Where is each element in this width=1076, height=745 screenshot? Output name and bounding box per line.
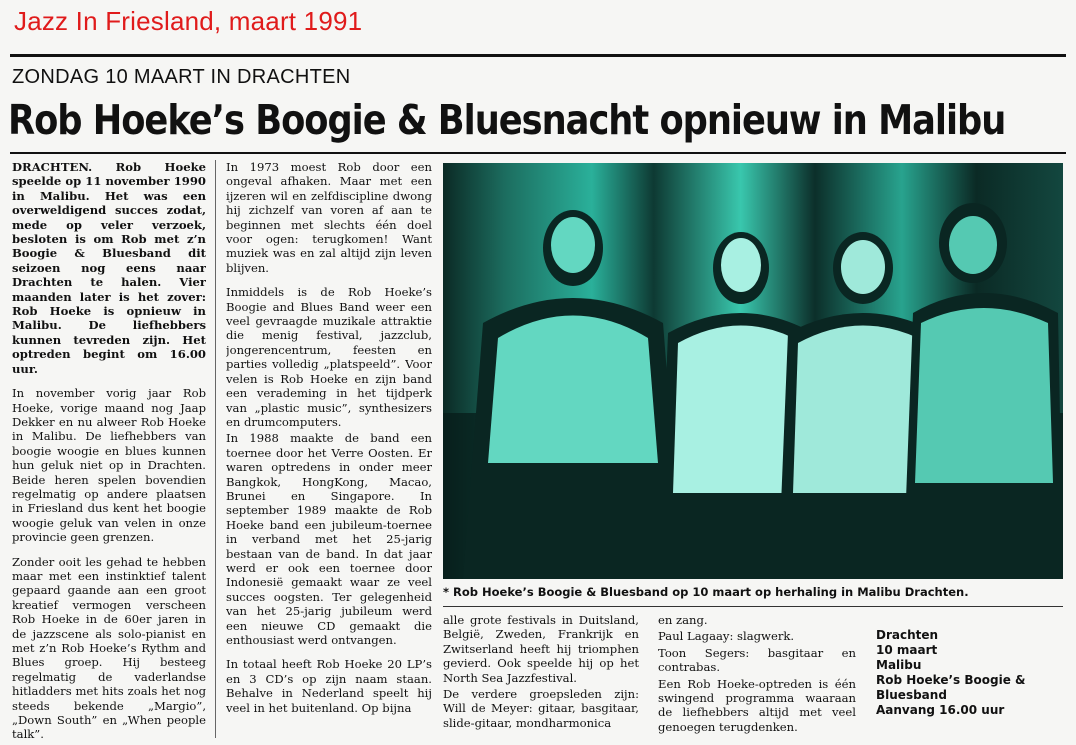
column-3: [443, 613, 639, 741]
paragraph: In november vorig jaar Rob Hoeke, vorige maand nog Jaap Dekker en nu alweer Rob Hoeke in Malibu. De liefhebbers van boogie woogie en blues kunnen hun geluk niet op in Drachten. Beide heren spelen bovendien regelmatig op andere plaatsen in Friesland dus kent het boogie woogie geluk van velen in onze provincie geen grenzen.: [12, 386, 206, 545]
paragraph: De verdere groepsleden zijn: Will de Meyer: gitaar, basgitaar, slide-gitaar, mondharmonica: [443, 687, 639, 730]
paragraph: Een Rob Hoeke-optreden is één swingend programma waaraan de liefhebbers altijd met veel genoegen terugdenken.: [658, 676, 856, 734]
event-city: Drachten: [876, 628, 939, 642]
photo-caption: * Rob Hoeke’s Boogie & Bluesband op 10 maart op herhaling in Malibu Drachten.: [443, 585, 969, 599]
article-headline: Rob Hoeke’s Boogie & Bluesnacht opnieuw in Malibu: [8, 96, 1006, 144]
image-caption: Jazz In Friesland, maart 1991: [14, 6, 363, 36]
article-kicker: ZONDAG 10 MAART IN DRACHTEN: [12, 66, 351, 88]
band-photo: [443, 163, 1063, 579]
paragraph: In 1973 moest Rob door een ongeval afhaken. Maar met een ijzeren wil en zelfdiscipline dwong hij zichzelf van voren af aan te beginnen met slechts één doel voor ogen: terugkomen! Want muziek was en zal altijd zijn leven blijven.: [226, 160, 432, 275]
photo-caption-rule: [443, 606, 1063, 607]
top-rule: [10, 54, 1066, 57]
paragraph: Toon Segers: basgitaar en contrabas.: [658, 645, 856, 675]
event-start-time: Aanvang 16.00 uur: [876, 703, 1005, 717]
paragraph: In 1988 maakte de band een toernee door het Verre Oosten. Er waren optredens in onder meer Bangkok, HongKong, Macao, Brunei en Singapore. In september 1989 maakte de Rob Hoeke band een jubileum-toernee in verband met het 25-jarig bestaan van de band. In dat jaar werd er ook een toernee door Indonesië gemaakt waar ze veel succes oogsten. Ter gelegenheid van het 25-jarig jubileum werd een nieuwe CD gemaakt die enthousiast werd ontvangen.: [226, 431, 432, 647]
event-date: 10 maart: [876, 643, 938, 657]
paragraph: Paul Lagaay: slagwerk.: [658, 629, 795, 644]
paragraph: In totaal heeft Rob Hoeke 20 LP’s en 3 CD’s op zijn naam staan. Behalve in Nederland speelt hij veel in het buitenland. Op bijna: [226, 657, 432, 715]
paragraph: en zang.: [658, 613, 708, 627]
column-divider: [215, 160, 216, 738]
column-4: [658, 613, 856, 741]
event-venue: Malibu: [876, 658, 922, 672]
band-photo-illustration: [443, 163, 1063, 579]
event-act: Rob Hoeke’s Boogie & Bluesband: [876, 673, 1026, 702]
event-info-box: [876, 628, 1066, 718]
column-1: [12, 160, 206, 740]
paragraph: Zonder ooit les gehad te hebben maar met een instinktief talent gepaard gaande aan een groot kreatief vermogen verscheen Rob Hoeke in de 60er jaren in de jazzscene als solo-pianist en met z’n Rob Hoeke’s Rythm and Blues groep. Hij besteeg regelmatig de vaderlandse hitladders met hits zoals het nog steeds bekende „Margio”, „Down South” en „When people talk”.: [12, 554, 206, 740]
paragraph: Inmiddels is de Rob Hoeke’s Boogie and Blues Band weer een veel gevraagde muzikale attraktie die menig festival, jazzclub, jongerencentrum, feesten en parties volledig „platspeeld”. Voor velen is Rob Hoeke en zijn band een verademing in het tijdperk van „plastic music”, synthesizers en drumcomputers.: [226, 285, 432, 429]
lead-paragraph: DRACHTEN. Rob Hoeke speelde op 11 november 1990 in Malibu. Het was een overweldigend succes zodat, mede op veler verzoek, besloten is om Rob met z’n Boogie & Bluesband dit seizoen nog eens naar Drachten te halen. Vier maanden later is het zover: Rob Hoeke is opnieuw in Malibu. De liefhebbers kunnen tevreden zijn. Het optreden begint om 16.00 uur.: [12, 160, 206, 376]
column-2: [226, 160, 432, 740]
headline-rule: [10, 152, 1066, 154]
paragraph: alle grote festivals in Duitsland, België, Zweden, Frankrijk en Zwitserland heeft hij triomphen gevierd. Ook speelde hij op het North Sea Jazzfestival.: [443, 613, 639, 685]
